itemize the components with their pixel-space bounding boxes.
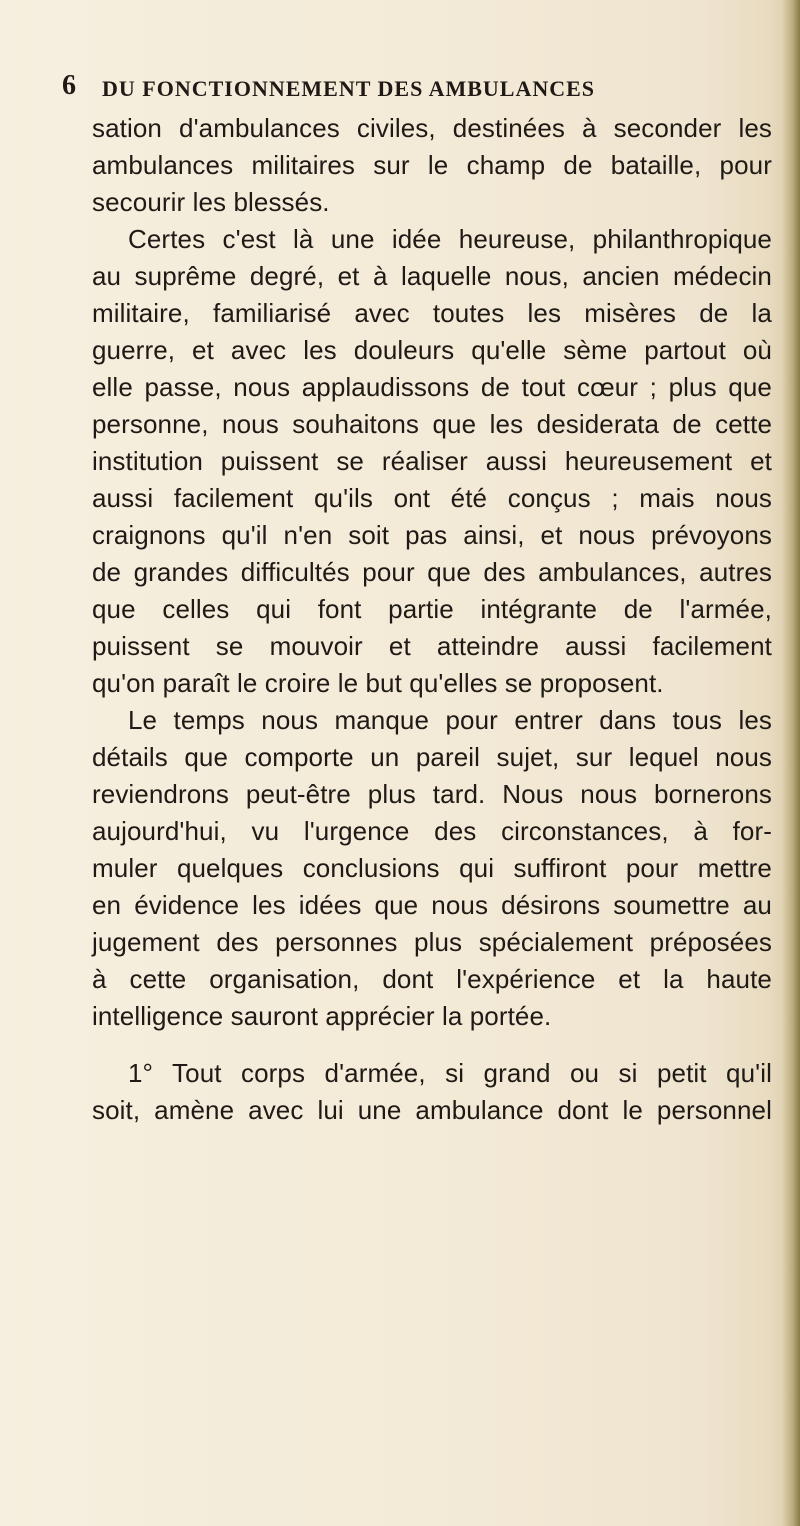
text-line: reviendrons peut-être plus tard. Nous nous bornerons (92, 779, 772, 809)
text-line: militaire, familiarisé avec toutes les misères de la (92, 298, 772, 328)
text-line: à cette organisation, dont l'expérience et la haute (92, 964, 772, 994)
text-line: secourir les blessés. (92, 187, 330, 217)
text-line: elle passe, nous applaudissons de tout cœur ; plus que (92, 372, 772, 402)
text-line: craignons qu'il n'en soit pas ainsi, et nous prévoyons (92, 520, 772, 550)
text-line: sation d'ambulances civiles, destinées à seconder les (92, 113, 772, 143)
text-line: ambulances militaires sur le champ de bataille, pour (92, 150, 772, 180)
page-edge-shadow (782, 0, 800, 1526)
text-line: Certes c'est là une idée heureuse, philanthropique (128, 224, 772, 254)
running-title: DU FONCTIONNEMENT DES AMBULANCES (102, 76, 596, 101)
text-line: personne, nous souhaitons que les desiderata de cette (92, 409, 772, 439)
page-header (60, 70, 760, 106)
body-text (92, 110, 772, 1129)
text-line: que celles qui font partie intégrante de l'armée, (92, 594, 772, 624)
text-line: intelligence sauront apprécier la portée. (92, 1001, 552, 1031)
text-line: puissent se mouvoir et atteindre aussi facilement (92, 631, 772, 661)
text-line: 1° Tout corps d'armée, si grand ou si petit qu'il (128, 1058, 772, 1088)
text-line: soit, amène avec lui une ambulance dont le personnel (92, 1095, 772, 1125)
text-line: aussi facilement qu'ils ont été conçus ; mais nous (92, 483, 772, 513)
text-line: jugement des personnes plus spécialement préposées (92, 927, 772, 957)
text-line: muler quelques conclusions qui suffiront pour mettre (92, 853, 772, 883)
paragraph-gap (92, 1035, 772, 1055)
text-line: aujourd'hui, vu l'urgence des circonstances, à for- (92, 816, 772, 846)
page-number: 6 (62, 70, 76, 101)
text-line: en évidence les idées que nous désirons soumettre au (92, 890, 772, 920)
text-line: détails que comporte un pareil sujet, sur lequel nous (92, 742, 772, 772)
text-line: guerre, et avec les douleurs qu'elle sème partout où (92, 335, 772, 365)
text-line: de grandes difficultés pour que des ambulances, autres (92, 557, 772, 587)
text-line: qu'on paraît le croire le but qu'elles se proposent. (92, 668, 664, 698)
text-line: Le temps nous manque pour entrer dans tous les (128, 705, 772, 735)
text-line: institution puissent se réaliser aussi heureusement et (92, 446, 772, 476)
text-line: au suprême degré, et à laquelle nous, ancien médecin (92, 261, 772, 291)
